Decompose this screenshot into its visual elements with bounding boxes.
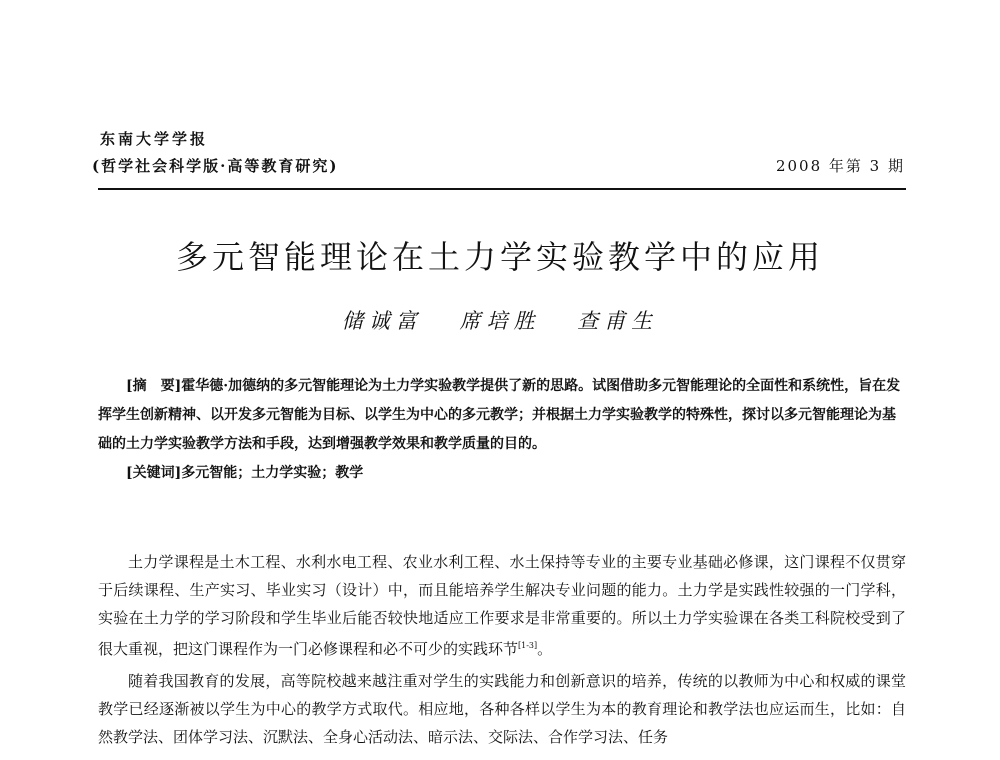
abstract-label: [摘 要] bbox=[126, 378, 182, 394]
paragraph-end: 。 bbox=[537, 640, 553, 658]
abstract-section bbox=[98, 372, 906, 488]
keywords-label: [关键词] bbox=[126, 465, 182, 481]
body-paragraph bbox=[98, 548, 906, 663]
author-name: 储诚富 bbox=[341, 309, 423, 333]
issue-number: 2008 年第 3 期 bbox=[775, 157, 905, 175]
citation-ref: [1-3] bbox=[518, 641, 538, 650]
author-name: 席培胜 bbox=[459, 309, 541, 333]
article-body bbox=[98, 548, 906, 755]
header-rule bbox=[98, 188, 906, 190]
author-list bbox=[0, 305, 1000, 335]
keywords-line bbox=[98, 459, 906, 488]
body-paragraph: 随着我国教育的发展，高等院校越来越注重对学生的实践能力和创新意识的培养，传统的以教师为中心和权威的课堂教学已经逐渐被以学生为中心的教学方式取代。相应地，各种各样以学生为本的教育理论和教学法也应运而生，比如：自然教学法、团体学习法、沉默法、全身心活动法、暗示法、交际法、合作学习法、任务 bbox=[98, 672, 906, 746]
keywords-text: 多元智能；土力学实验；教学 bbox=[181, 465, 364, 481]
abstract-paragraph bbox=[98, 372, 906, 459]
abstract-text: 霍华德·加德纳的多元智能理论为土力学实验教学提供了新的思路。试图借助多元智能理论的全面性和系统性，旨在发挥学生创新精神、以开发多元智能为目标、以学生为中心的多元教学；并根据土力学实验教学的特殊性，探讨以多元智能理论为基础的土力学实验教学方法和手段，达到增强教学效果和教学质量的目的。 bbox=[98, 378, 901, 452]
journal-edition: (哲学社会科学版·高等教育研究) bbox=[92, 157, 339, 175]
article-title: 多元智能理论在土力学实验教学中的应用 bbox=[175, 238, 824, 276]
paragraph-text: 土力学课程是土木工程、水利水电工程、农业水利工程、水土保持等专业的主要专业基础必修课，这门课程不仅贯穿于后续课程、生产实习、毕业实习（设计）中，而且能培养学生解决专业问题的能力。土力学是实践性较强的一门学科，实验在土力学的学习阶段和学生毕业后能否较快地适应工作要求是非常重要的。所以土力学实验课在各类工科院校受到了很大重视，把这门课程作为一门必修课程和必不可少的实践环节 bbox=[98, 553, 906, 658]
author-name: 查甫生 bbox=[577, 309, 659, 333]
journal-name: 东南大学学报 bbox=[100, 130, 209, 148]
